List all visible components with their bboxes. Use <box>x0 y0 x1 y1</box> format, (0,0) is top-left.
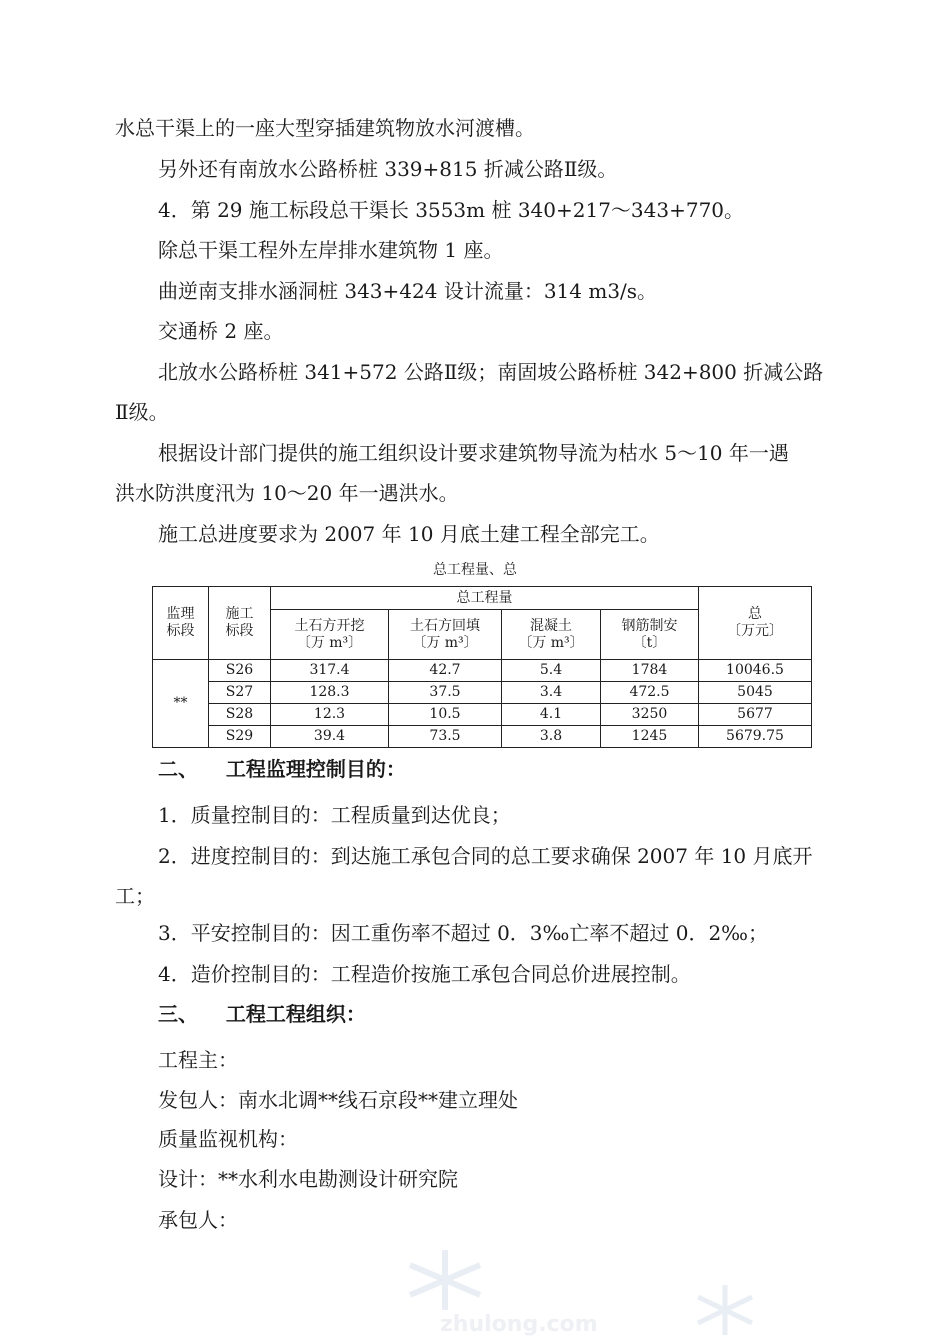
header-total-cost: 总 〔万元〕 <box>699 587 812 660</box>
section-heading: 二、 工程监理控制目的： <box>158 757 406 781</box>
total-cell: 5045 <box>699 682 812 704</box>
table-row <box>153 682 812 704</box>
list-item: 4．造价控制目的：工程造价按施工承包合同总价进展控制。 <box>158 962 691 986</box>
paragraph: 施工总进度要求为 2007 年 10 月底土建工程全部完工。 <box>158 522 660 546</box>
fill-cell: 37.5 <box>389 682 502 704</box>
total-cell: 5679.75 <box>699 726 812 748</box>
excavation-cell: 128.3 <box>271 682 389 704</box>
excavation-cell: 12.3 <box>271 704 389 726</box>
section-heading: 三、 工程工程组织： <box>158 1002 366 1026</box>
paragraph: 水总干渠上的一座大型穿插建筑物放水河渡槽。 <box>115 116 535 140</box>
header-rebar: 钢筋制安 〔t〕 <box>601 610 699 660</box>
section-cell: S26 <box>209 660 271 682</box>
list-item-continuation: 工； <box>115 884 155 908</box>
org-item: 发包人：南水北调**线石京段**建立理处 <box>158 1088 518 1112</box>
concrete-cell: 4.1 <box>502 704 601 726</box>
paragraph: 4．第 29 施工标段总干渠长 3553m 桩 340+217～343+770。 <box>158 198 745 222</box>
excavation-cell: 317.4 <box>271 660 389 682</box>
snowflake-watermark-icon <box>690 1280 760 1340</box>
section-cell: S27 <box>209 682 271 704</box>
table-row <box>153 726 812 748</box>
total-cell: 5677 <box>699 704 812 726</box>
concrete-cell: 3.4 <box>502 682 601 704</box>
rebar-cell: 472.5 <box>601 682 699 704</box>
header-earth-fill: 土石方回填 〔万 m³〕 <box>389 610 502 660</box>
fill-cell: 10.5 <box>389 704 502 726</box>
paragraph: 另外还有南放水公路桥桩 339+815 折减公路Ⅱ级。 <box>158 157 618 181</box>
org-item: 设计：**水利水电勘测设计研究院 <box>158 1167 458 1191</box>
watermark-text: zhulong.com <box>440 1312 598 1337</box>
list-item: 3．平安控制目的：因工重伤率不超过 0．3‰亡率不超过 0．2‰； <box>158 921 769 945</box>
list-item: 2．进度控制目的：到达施工承包合同的总工要求确保 2007 年 10 月底开 <box>158 844 813 868</box>
paragraph: 交通桥 2 座。 <box>158 319 284 343</box>
rebar-cell: 1245 <box>601 726 699 748</box>
table-caption: 总工程量、总 <box>433 562 517 578</box>
paragraph: 北放水公路桥桩 341+572 公路Ⅱ级；南固坡公路桥桩 342+800 折减公路 <box>158 360 824 384</box>
snowflake-watermark-icon <box>400 1245 490 1315</box>
header-construction-section: 施工 标段 <box>209 587 271 660</box>
concrete-cell: 5.4 <box>502 660 601 682</box>
table-header-row <box>153 587 812 610</box>
list-item: 1．质量控制目的：工程质量到达优良； <box>158 803 511 827</box>
paragraph: 除总干渠工程外左岸排水建筑物 1 座。 <box>158 238 504 262</box>
fill-cell: 73.5 <box>389 726 502 748</box>
rebar-cell: 3250 <box>601 704 699 726</box>
rebar-cell: 1784 <box>601 660 699 682</box>
concrete-cell: 3.8 <box>502 726 601 748</box>
paragraph: 曲逆南支排水涵洞桩 343+424 设计流量：314 m3/s。 <box>158 279 658 303</box>
header-concrete: 混凝土 〔万 m³〕 <box>502 610 601 660</box>
org-item: 质量监视机构： <box>158 1127 298 1151</box>
quantity-table <box>152 586 812 748</box>
org-item: 工程主： <box>158 1048 238 1072</box>
header-total-quantity: 总工程量 <box>271 587 699 610</box>
table-row <box>153 704 812 726</box>
supervision-section-cell: ** <box>153 660 209 748</box>
org-item: 承包人： <box>158 1208 238 1232</box>
excavation-cell: 39.4 <box>271 726 389 748</box>
total-cell: 10046.5 <box>699 660 812 682</box>
header-supervision-section: 监理 标段 <box>153 587 209 660</box>
paragraph: 根据设计部门提供的施工组织设计要求建筑物导流为枯水 5～10 年一遇 <box>158 441 789 465</box>
paragraph-continuation: Ⅱ级。 <box>115 400 169 424</box>
header-earth-excavation: 土石方开挖 〔万 m³〕 <box>271 610 389 660</box>
section-cell: S29 <box>209 726 271 748</box>
fill-cell: 42.7 <box>389 660 502 682</box>
section-cell: S28 <box>209 704 271 726</box>
table-row <box>153 660 812 682</box>
paragraph-continuation: 洪水防洪度汛为 10～20 年一遇洪水。 <box>115 481 459 505</box>
